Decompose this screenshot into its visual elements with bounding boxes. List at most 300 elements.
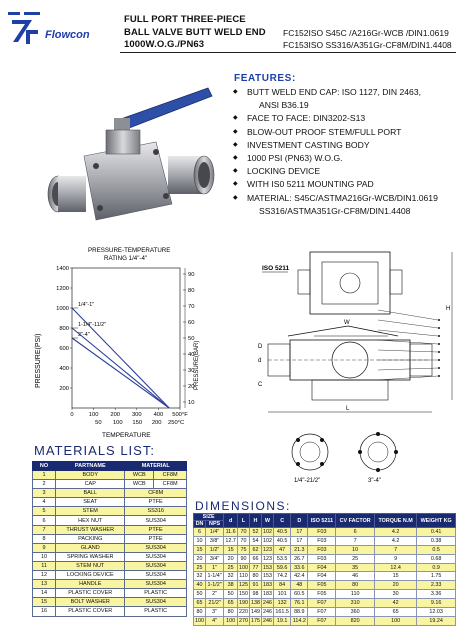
dimensions-cell: 88.9 [291,608,308,617]
dimensions-cell: F04 [308,572,336,581]
dimensions-cell: 12.03 [417,608,456,617]
dimensions-cell: 70 [238,528,250,537]
x-tick-label-c: 100 [112,420,123,426]
dimensions-cell: 25 [336,554,374,563]
dimensions-cell: 102 [262,537,272,544]
materials-cell: SEAT [56,498,125,507]
materials-cell: 6 [33,516,56,525]
dimensions-cell: 17 [291,528,308,537]
materials-row [33,507,187,516]
dimensions-cell: F03 [308,528,336,537]
materials-cell: PTFE [125,498,187,507]
materials-cell: 10 [33,552,56,561]
materials-cell: THRUST WASHER [56,525,125,534]
dimensions-cell: 0.68 [417,554,456,563]
y-tick-label-psi: 1400 [56,266,69,272]
dimensions-cell: F05 [308,590,336,599]
dimensions-cell: 76.1 [291,599,308,608]
dimensions-row [194,608,456,617]
dimensions-cell: 820 [336,616,374,625]
materials-cell: BALL [56,489,125,498]
y-tick-label-bar: 70 [188,304,195,310]
dimensions-cell: 246 [262,608,272,615]
dim-label-d: d [258,358,262,364]
dimensions-cell: 15 [224,545,238,554]
valve-photo [40,86,220,236]
dim-header-D: D [291,514,308,528]
materials-cell: GLAND [56,543,125,552]
y-tick-label-bar: 30 [188,368,195,374]
series-label: 1-1/4"-11/2" [78,322,107,328]
materials-cell: 16 [33,607,56,616]
y-tick-label-psi: 600 [59,346,69,352]
dimensions-row [194,572,456,581]
materials-cell: BODY [56,471,125,480]
dimensions-cell: 4.2 [374,528,416,537]
materials-row [33,552,187,561]
dimensions-cell: 32 [194,572,206,581]
dimensions-cell: 190 [239,600,248,607]
feature-item: ◆ INVESTMENT CASTING BODY [233,139,459,152]
product-title-line-1: FULL PORT THREE-PIECE [124,14,246,25]
materials-row [33,534,187,543]
dimensions-cell: 161.5 [275,608,289,615]
chart-plot-area [56,266,194,426]
dim-header-L: L [238,514,250,528]
dimensions-cell: 42.4 [291,572,308,581]
materials-cell: STEM [56,507,125,516]
materials-cell: STEM NUT [56,561,125,570]
dimensions-cell: 6 [336,528,374,537]
dim-header-C: C [273,514,290,528]
materials-cell: PLASTIC [125,589,187,598]
y-tick-label-psi: 400 [59,366,69,372]
dimensions-cell: 183 [262,591,272,598]
dimensions-cell: 1" [205,563,223,572]
dimensions-cell: 25 [194,563,206,572]
dimensions-cell: 15 [374,572,416,581]
dimensions-cell: 42 [374,599,416,608]
materials-table-body [33,471,187,617]
dimensions-row [194,563,456,572]
dimensions-cell: 70 [238,536,250,545]
dimensions-cell: 175 [250,617,260,624]
dimensions-cell: F04 [308,563,336,572]
model-line-2: FC153ISO SS316/A351Gr-CF8M/DIN1.4408 [283,40,452,50]
materials-cell: 8 [33,534,56,543]
materials-row [33,607,187,616]
dimensions-cell: F07 [308,608,336,617]
materials-cell: SUS304 [125,571,187,580]
materials-row [33,471,187,480]
dimensions-cell: 3/4" [205,554,223,563]
dimensions-cell: 12.4 [374,563,416,572]
materials-cell: PLASTIC COVER [56,607,125,616]
dimensions-cell: 80 [194,608,206,617]
dimensions-cell: F07 [308,616,336,625]
flowcon-logo-icon [4,8,44,48]
dimensions-cell: 46 [336,572,374,581]
feature-continuation: SS316/ASTMA351Gr-CF8M/DIN1.4408 [259,205,411,216]
materials-row [33,580,187,589]
flange-label-small: 1/4"-21/2" [294,478,321,484]
dimensions-cell: 66 [250,554,262,563]
dimensions-cell: 65 [224,599,238,608]
materials-row [33,598,187,607]
header-divider [120,52,456,53]
dimensions-cell: 20 [374,581,416,590]
feature-item: ◆ BLOW-OUT PROOF STEM/FULL PORT [233,126,459,139]
materials-table [32,461,187,617]
dimensions-cell: 4" [205,616,223,625]
dimensions-cell: 9 [374,554,416,563]
dimensions-cell: 246 [262,600,272,607]
dimensions-cell: 1/2" [205,545,223,554]
iso-5211-label: ISO 5211 [262,265,290,272]
materials-cell: SUS304 [125,516,187,525]
dimensions-cell: 7 [374,545,416,554]
dimensions-table [193,513,456,626]
materials-cell: HANDLE [56,580,125,589]
dimensions-cell: 90 [238,554,250,563]
materials-cell: SUS304 [125,561,187,570]
dimensions-row [194,590,456,599]
materials-cell: 7 [33,525,56,534]
materials-cell: CF8M [125,489,187,498]
dimensions-table-body [194,528,456,626]
dimensions-cell: 52 [250,528,262,537]
dim-label-C: C [258,382,263,388]
dimensions-cell: 153 [262,573,272,580]
dimensions-cell: 17 [291,536,308,545]
flange-label-large: 3"-4" [368,478,381,484]
y-tick-label-psi: 200 [59,386,69,392]
materials-row [33,561,187,570]
dimensions-cell: 3" [205,608,223,617]
x-tick-label-f: 400 [153,412,164,418]
dim-header-H: H [250,514,262,528]
brand-logo [4,8,112,48]
feature-item: ◆ BUTT WELD END CAP: ISO 1127, DIN 2463, [233,86,459,99]
series-line [72,338,169,408]
materials-cell: 11 [33,561,56,570]
dimensions-row [194,581,456,590]
dimensions-cell: 9.16 [417,599,456,608]
materials-cell: PLASTIC COVER [56,589,125,598]
dim-label-L: L [346,406,350,412]
materials-cell: CF8M [154,480,187,489]
dimensions-cell: 50 [224,590,238,599]
materials-cell: WCB [125,480,154,489]
materials-cell: SUS304 [125,552,187,561]
dimensions-cell: 101 [273,590,290,599]
dimensions-cell: 65 [194,599,206,608]
materials-cell: SS316 [125,507,187,516]
materials-row [33,516,187,525]
y-axis-label-psi: PRESSURE(PSI) [35,333,42,388]
materials-cell: PLASTIC [125,607,187,616]
y-tick-label-psi: 1200 [56,286,69,292]
dimensions-cell: 33.6 [291,563,308,572]
dimensions-cell: 80 [224,608,238,617]
series-label: 1/4"-1" [78,302,95,308]
materials-row [33,571,187,580]
materials-cell: SUS304 [125,580,187,589]
y-axis-label-bar: PRESSURE(BAR) [194,340,200,390]
dimensions-cell: 4.2 [374,536,416,545]
series-line [72,328,169,408]
dimensions-cell: 19.24 [417,616,456,625]
y-tick-label-bar: 50 [188,336,195,342]
product-title-line-2: BALL VALVE BUTT WELD END [124,27,266,38]
dimensions-cell: 246 [262,617,272,624]
dimensions-cell: 100 [194,617,204,624]
x-tick-label-c: 150 [132,420,143,426]
materials-cell: 14 [33,589,56,598]
materials-cell: WCB [125,471,154,480]
dim-header-weight: WEIGHT KG [417,514,456,528]
x-tick-label-f: 300 [131,412,142,418]
dimensions-row [194,599,456,608]
dimensions-cell: 100 [224,616,238,625]
dimensions-cell: 7 [336,536,374,545]
dimensions-cell: 12.7 [225,537,236,544]
materials-row [33,489,187,498]
dimensions-cell: 220 [239,608,248,615]
dimensions-cell: 310 [336,599,374,608]
materials-cell: CF8M [154,471,187,480]
dimensions-cell: 149 [250,608,260,615]
feature-continuation: ANSI B36.19 [259,100,309,111]
dimensions-cell: 74.2 [273,572,290,581]
dimensions-cell: 10 [336,545,374,554]
x-tick-label-c: 200 [151,420,162,426]
dimensions-row [194,616,456,625]
materials-cell: BOLT WASHER [56,598,125,607]
dimensions-cell: 183 [262,582,272,589]
dimensions-cell: 21.3 [291,545,308,554]
x-tick-label-f: 500°F [172,412,188,418]
dim-header-nps: NPS [205,521,223,528]
materials-row [33,589,187,598]
dimensions-cell: 40.5 [273,528,290,537]
dimensions-cell: 0.41 [417,528,456,537]
dimensions-row [194,536,456,545]
materials-row [33,525,187,534]
dimensions-cell: 98 [250,590,262,599]
dimensions-cell: 123 [262,546,272,553]
dimensions-cell: 0.9 [417,563,456,572]
dimensions-cell: 25 [224,563,238,572]
dimensions-cell: 75 [238,545,250,554]
x-tick-label-c: 250°C [168,420,185,426]
materials-cell: SUS304 [125,598,187,607]
dimensions-cell: 100 [239,564,248,571]
dimensions-cell: 77 [250,563,262,572]
dimensions-cell: 110 [239,573,248,580]
dimensions-cell: 54 [250,536,262,545]
materials-row [33,498,187,507]
dim-label-D: D [258,344,263,350]
feature-item: ◆ WITH IS0 5211 MOUNTING PAD [233,178,459,191]
product-title-line-3: 1000W.O.G./PN63 [124,39,205,50]
technical-drawing [228,240,458,490]
y-tick-label-bar: 10 [188,400,195,406]
dimensions-cell: 60.5 [291,590,308,599]
dimensions-cell: 270 [239,617,248,624]
y-tick-label-psi: 1000 [56,306,69,312]
chart-subtitle: RATING 1/4"-4" [104,255,148,262]
dimensions-cell: F03 [308,545,336,554]
materials-cell: 3 [33,489,56,498]
dimensions-cell: 3.36 [417,590,456,599]
materials-cell: 12 [33,571,56,580]
materials-cell: 15 [33,598,56,607]
dimensions-cell: 59.6 [273,563,290,572]
pressure-temperature-chart [30,240,230,440]
x-tick-label-c: 50 [95,420,102,426]
dimensions-cell: 48 [291,581,308,590]
dim-header-dn: DN [194,521,206,528]
series-label: 2"-4" [78,332,90,338]
materials-cell: SPRING WASHER [56,552,125,561]
materials-cell: CAP [56,480,125,489]
y-tick-label-bar: 80 [188,288,195,294]
dimensions-row [194,528,456,537]
dimensions-row [194,545,456,554]
dimensions-cell: F03 [308,536,336,545]
dim-label-W: W [344,320,350,326]
dimensions-cell: 1-1/2" [205,581,223,590]
dimensions-cell: 1.75 [417,572,456,581]
feature-item: ◆ 1000 PSI (PN63) W.O.G. [233,152,459,165]
dimensions-cell: 40 [194,581,206,590]
dimensions-cell: 2" [205,590,223,599]
materials-cell: SUS304 [125,543,187,552]
materials-header-material: MATERIAL [125,462,187,471]
x-axis-label: TEMPERATURE [102,432,151,439]
dimensions-cell: 6 [194,528,206,537]
materials-cell: PTFE [125,525,187,534]
dimensions-row [194,554,456,563]
dim-header-d: d [224,514,238,528]
materials-row [33,480,187,489]
materials-cell: 9 [33,543,56,552]
dimensions-cell: 35 [336,563,374,572]
dimensions-cell: 53.5 [273,554,290,563]
features-list [233,86,459,218]
materials-cell: 2 [33,480,56,489]
dim-label-H: H [446,306,451,312]
materials-cell: 13 [33,580,56,589]
x-tick-label-f: 200 [110,412,121,418]
features-title: FEATURES: [234,73,296,84]
dimensions-cell: 3/8" [205,536,223,545]
x-tick-label-f: 0 [70,412,74,418]
dimensions-cell: 40.5 [273,536,290,545]
feature-item: ◆ MATERIAL: S45C/ASTMA216Gr-WCB/DIN1.0619 [233,192,459,205]
dimensions-cell: 20 [194,554,206,563]
dimensions-cell: 62 [250,545,262,554]
dimensions-cell: 0.5 [417,545,456,554]
materials-cell: LOCKING DEVICE [56,571,125,580]
dimensions-cell: 47 [273,545,290,554]
dimensions-cell: 11.6 [225,528,236,535]
dimensions-cell: 10 [194,536,206,545]
dim-header-cv: CV FACTOR [336,514,374,528]
dim-header-size: SIZE [194,514,224,521]
chart-title: PRESSURE-TEMPERATURE [88,247,171,254]
dimensions-cell: F03 [308,554,336,563]
dimensions-cell: 123 [262,555,272,562]
materials-cell: 1 [33,471,56,480]
y-tick-label-bar: 60 [188,320,195,326]
feature-item: ◆ FACE TO FACE: DIN3202-S13 [233,112,459,125]
chart-frame [72,268,180,408]
dimensions-cell: 125 [239,582,248,589]
brand-name: Flowcon [45,29,90,41]
dimensions-cell: 110 [336,590,374,599]
materials-title: MATERIALS LIST: [34,443,155,458]
materials-cell: 4 [33,498,56,507]
feature-item: ◆ LOCKING DEVICE [233,165,459,178]
dimensions-cell: 80 [250,572,262,581]
dim-header-torque: TORQUE N.M [374,514,416,528]
dimensions-cell: 100 [374,616,416,625]
materials-cell: 5 [33,507,56,516]
dimensions-cell: 38 [224,581,238,590]
materials-header-partname: PARTNAME [56,462,125,471]
dimensions-cell: 84 [273,581,290,590]
dimensions-cell: 19.1 [273,616,290,625]
dimensions-cell: 150 [239,591,248,598]
dimensions-cell: 21/2" [205,599,223,608]
dimensions-cell: 80 [336,581,374,590]
dimensions-cell: 2.33 [417,581,456,590]
dimensions-cell: 102 [262,528,272,535]
y-tick-label-bar: 20 [188,384,195,390]
y-tick-label-psi: 800 [59,326,69,332]
materials-row [33,543,187,552]
y-tick-label-bar: 40 [188,352,195,358]
dimensions-cell: 0.38 [417,536,456,545]
dimensions-cell: 15 [194,545,206,554]
dimensions-cell: 50 [194,590,206,599]
dim-header-iso: ISO 5211 [308,514,336,528]
dimensions-title: DIMENSIONS: [195,499,291,513]
dimensions-cell: 91 [250,581,262,590]
dimensions-cell: 65 [374,608,416,617]
materials-cell: PACKING [56,534,125,543]
dim-header-W: W [261,514,273,528]
dimensions-cell: 20 [224,554,238,563]
x-tick-label-f: 100 [88,412,99,418]
y-tick-label-bar: 90 [188,272,195,278]
dimensions-cell: 132 [273,599,290,608]
dimensions-cell: 26.7 [291,554,308,563]
dimensions-cell: F05 [308,581,336,590]
materials-header-no: NO [33,462,56,471]
dimensions-cell: 153 [262,564,272,571]
dimensions-cell: 138 [250,600,260,607]
dimensions-cell: 1/4" [205,528,223,537]
dimensions-cell: 114.2 [292,617,306,624]
materials-cell: HEX NUT [56,516,125,525]
dimensions-cell: 360 [336,608,374,617]
model-line-1: FC152ISO S45C /A216Gr-WCB /DIN1.0619 [283,28,449,38]
dimensions-cell: 32 [224,572,238,581]
materials-cell: PTFE [125,534,187,543]
